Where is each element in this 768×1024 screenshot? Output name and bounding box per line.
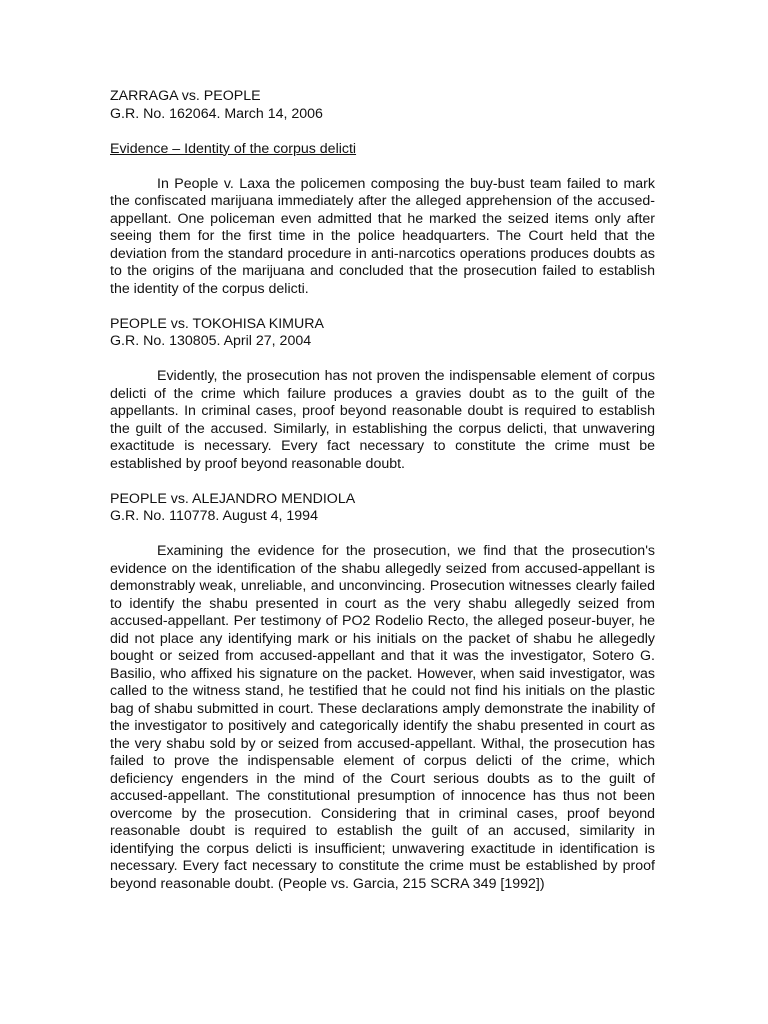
case-title: PEOPLE vs. ALEJANDRO MENDIOLA: [110, 490, 356, 507]
case-title: ZARRAGA vs. PEOPLE: [110, 88, 261, 104]
case-citation: G.R. No. 130805. April 27, 2004: [110, 333, 312, 349]
document-page: [110, 88, 655, 893]
case-body: Evidently, the prosecution has not proven the indispensable element of corpus delicti of the crime which failure produces a gravies doubt as to the guilt of the appellants. In criminal cases, proof beyond reasonable doubt is required to establish the guilt of the accused. Similarly, in establishing the corpus delicti, that unwavering exactitude is necessary. Every fact necessary to constitute the crime must be established by proof beyond reasonable doubt.: [110, 368, 655, 472]
case-title: PEOPLE vs. TOKOHISA KIMURA: [110, 315, 324, 332]
case-body: In People v. Laxa the policemen composing the buy-bust team failed to mark the confiscated marijuana immediately after the alleged apprehension of the accused-appellant. One policeman even admitted that he marked the seized items only after seeing them for the first time in the police headquarters. The Court held that the deviation from the standard procedure in anti-narcotics operations produces doubts as to the origins of the marijuana and concluded that the prosecution failed to establish the identity of the corpus delicti.: [110, 175, 655, 297]
case-zarraga: [110, 88, 655, 298]
case-citation: G.R. No. 162064. March 14, 2006: [110, 105, 323, 122]
case-citation: G.R. No. 110778. August 4, 1994: [110, 508, 318, 524]
case-body: Examining the evidence for the prosecution, we find that the prosecution's evidence on the identification of the shabu allegedly seized from accused-appellant is demonstrably weak, unreliable, and unconvincing. Prosecution witnesses clearly failed to identify the shabu presented in court as the very shabu allegedly seized from accused-appellant. Per testimony of PO2 Rodelio Recto, the alleged poseur-buyer, he did not place any identifying mark or his initials on the packet of shabu he allegedly bought or seized from accused-appellant and that it was the investigator, Sotero G. Basilio, who affixed his signature on the packet. However, when said investigator, was called to the witness stand, he testified that he could not find his initials on the plastic bag of shabu submitted in court. These declarations amply demonstrate the inability of the investigator to positively and categorically identify the shabu presented in court as the very shabu sold by or seized from accused-appellant. Withal, the prosecution has failed to prove the indispensable element of corpus delicti of the crime, which deficiency engenders in the mind of the Court serious doubts as to the guilt of accused-appellant. The constitutional presumption of innocence has thus not been overcome by the prosecution. Considering that in criminal cases, proof beyond reasonable doubt is required to establish the guilt of an accused, similarity in identifying the corpus delicti is insufficient; unwavering exactitude in identification is necessary. Every fact necessary to constitute the crime must be established by proof beyond reasonable doubt. (People vs. Garcia, 215 SCRA 349 [1992]): [110, 543, 655, 892]
case-mendiola: [110, 491, 655, 894]
section-title: Evidence – Identity of the corpus delicti: [110, 140, 357, 157]
case-kimura: [110, 316, 655, 474]
